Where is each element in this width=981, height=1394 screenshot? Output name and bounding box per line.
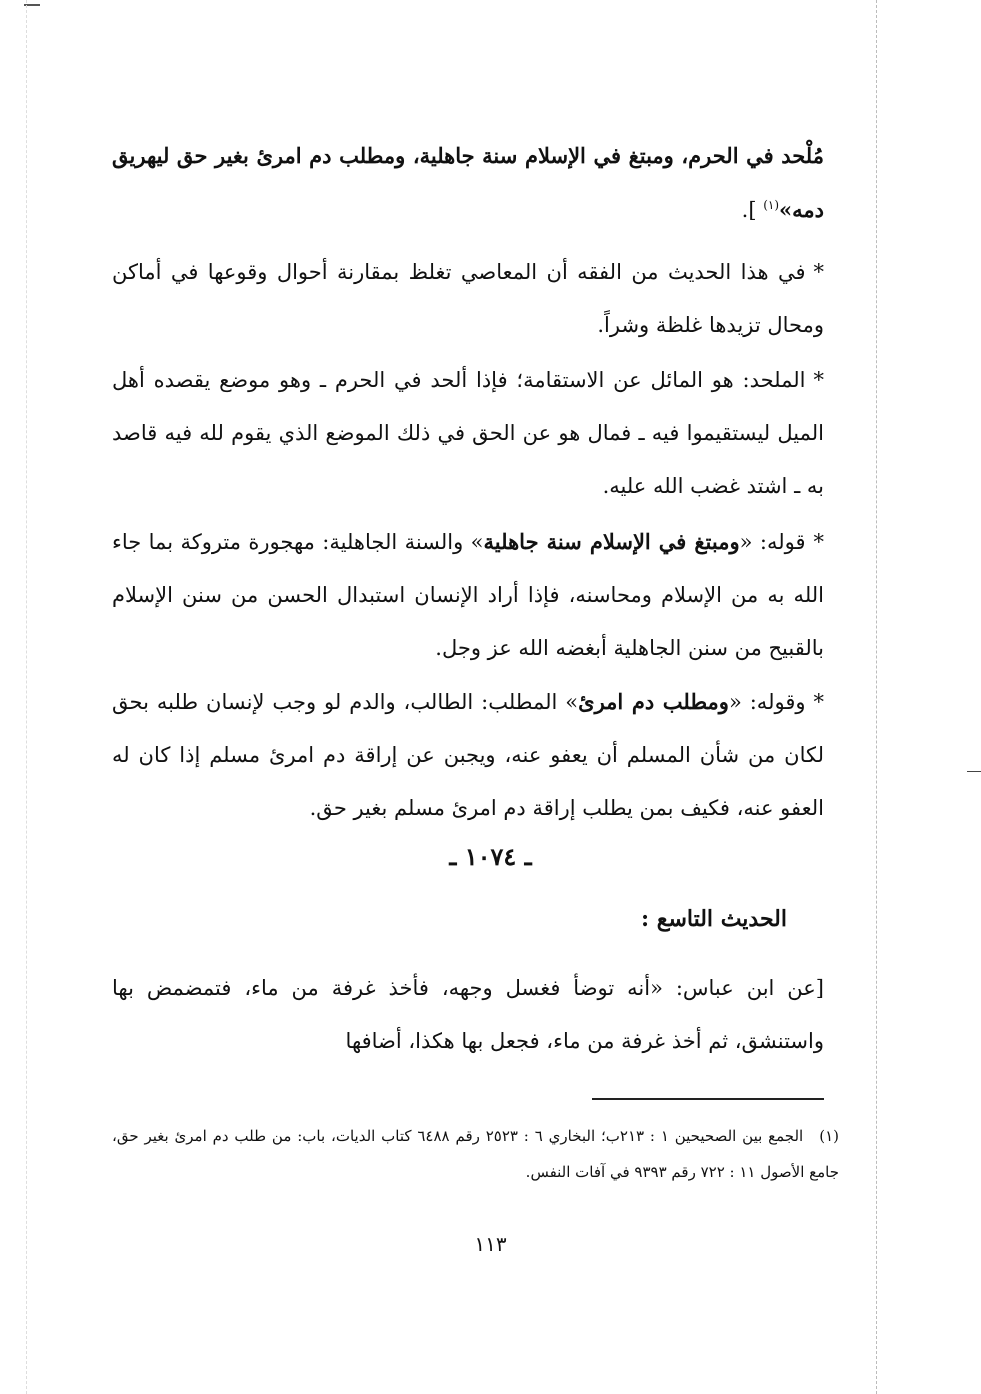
scan-edge-right: [876, 0, 877, 1394]
bullet-asterisk: *: [813, 690, 824, 714]
paragraph-text: الملحد: هو المائل عن الاستقامة؛ فإذا ألحد في الحرم ـ وهو موضع يقصده أهل الميل ليستقيموا فيه ـ فمال هو عن الحق في ذلك الموضع الذي يقوم لله فيه قاصد به ـ اشتد غضب الله عليه.: [112, 368, 824, 498]
footnote-divider: [592, 1098, 824, 1100]
hadith-heading: الحديث التاسع :: [640, 906, 787, 932]
paragraph-text: في هذا الحديث من الفقه أن المعاصي تغلظ بمقارنة أحوال وقوعها في أماكن ومحال تزيدها غلظة وشراً.: [112, 260, 824, 337]
intro-bold-text: مُلْحد في الحرم، ومبتغ في الإسلام سنة جاهلية، ومطلب دم امرئ بغير حق ليهريق دمه»: [112, 143, 824, 222]
page-number: ١١٣: [474, 1232, 507, 1256]
intro-tail: ].: [741, 198, 764, 222]
bold-quote: ومبتغ في الإسلام سنة جاهلية: [483, 529, 740, 554]
bullet-asterisk: *: [813, 530, 824, 554]
footnote-ref[interactable]: (١): [763, 198, 780, 212]
hadith-text-paragraph: [112, 962, 824, 1068]
paragraph-text: » والسنة الجاهلية: مهجورة متروكة بما جاء الله به من الإسلام ومحاسنه، فإذا أراد الإنسان استبدال الحسن من سنن الإسلام بالقبيح من سنن الجاهلية أبغضه الله عز وجل.: [112, 530, 824, 660]
commentary-paragraph-1: [112, 246, 824, 352]
commentary-paragraph-3: [112, 515, 824, 675]
bold-quote: ومطلب دم امرئ: [578, 689, 729, 714]
scan-edge-tick: [967, 771, 981, 772]
footnote-text: الجمع بين الصحيحين ١ : ٢١٣ب؛ البخاري ٦ : ٢٥٢٣ رقم ٦٤٨٨ كتاب الديات، باب: من طلب دم امرئ بغير حق، جامع الأصول ١١ : ٧٢٢ رقم ٩٣٩٣ في آفات النفس.: [112, 1127, 839, 1181]
paragraph-text: [عن ابن عباس: «أنه توضأ فغسل وجهه، فأخذ غرفة من ماء، فتمضمض بها واستنشق، ثم أخذ غرفة من ماء، فجعل بها هكذا، أضافها: [112, 976, 824, 1053]
section-number: ـ ١٠٧٤ ـ: [449, 842, 532, 871]
footnote-number: (١): [819, 1127, 840, 1145]
scan-edge-left: [26, 0, 27, 1394]
paragraph-prefix: قوله: «: [739, 530, 806, 554]
commentary-paragraph-2: [112, 354, 824, 513]
paragraph-prefix: وقوله: «: [728, 690, 806, 714]
footnote: [112, 1118, 839, 1190]
commentary-paragraph-4: [112, 675, 824, 835]
bullet-asterisk: *: [813, 368, 824, 392]
intro-paragraph: [112, 129, 824, 237]
paragraph-text: » المطلب: الطالب، والدم لو وجب لإنسان طلبه بحق لكان من شأن المسلم أن يعفو عنه، ويجبن عن إراقة دم امرئ مسلم إذا كان له العفو عنه، فكيف بمن يطلب إراقة دم امرئ مسلم بغير حق.: [112, 690, 824, 820]
bullet-asterisk: *: [813, 260, 824, 284]
